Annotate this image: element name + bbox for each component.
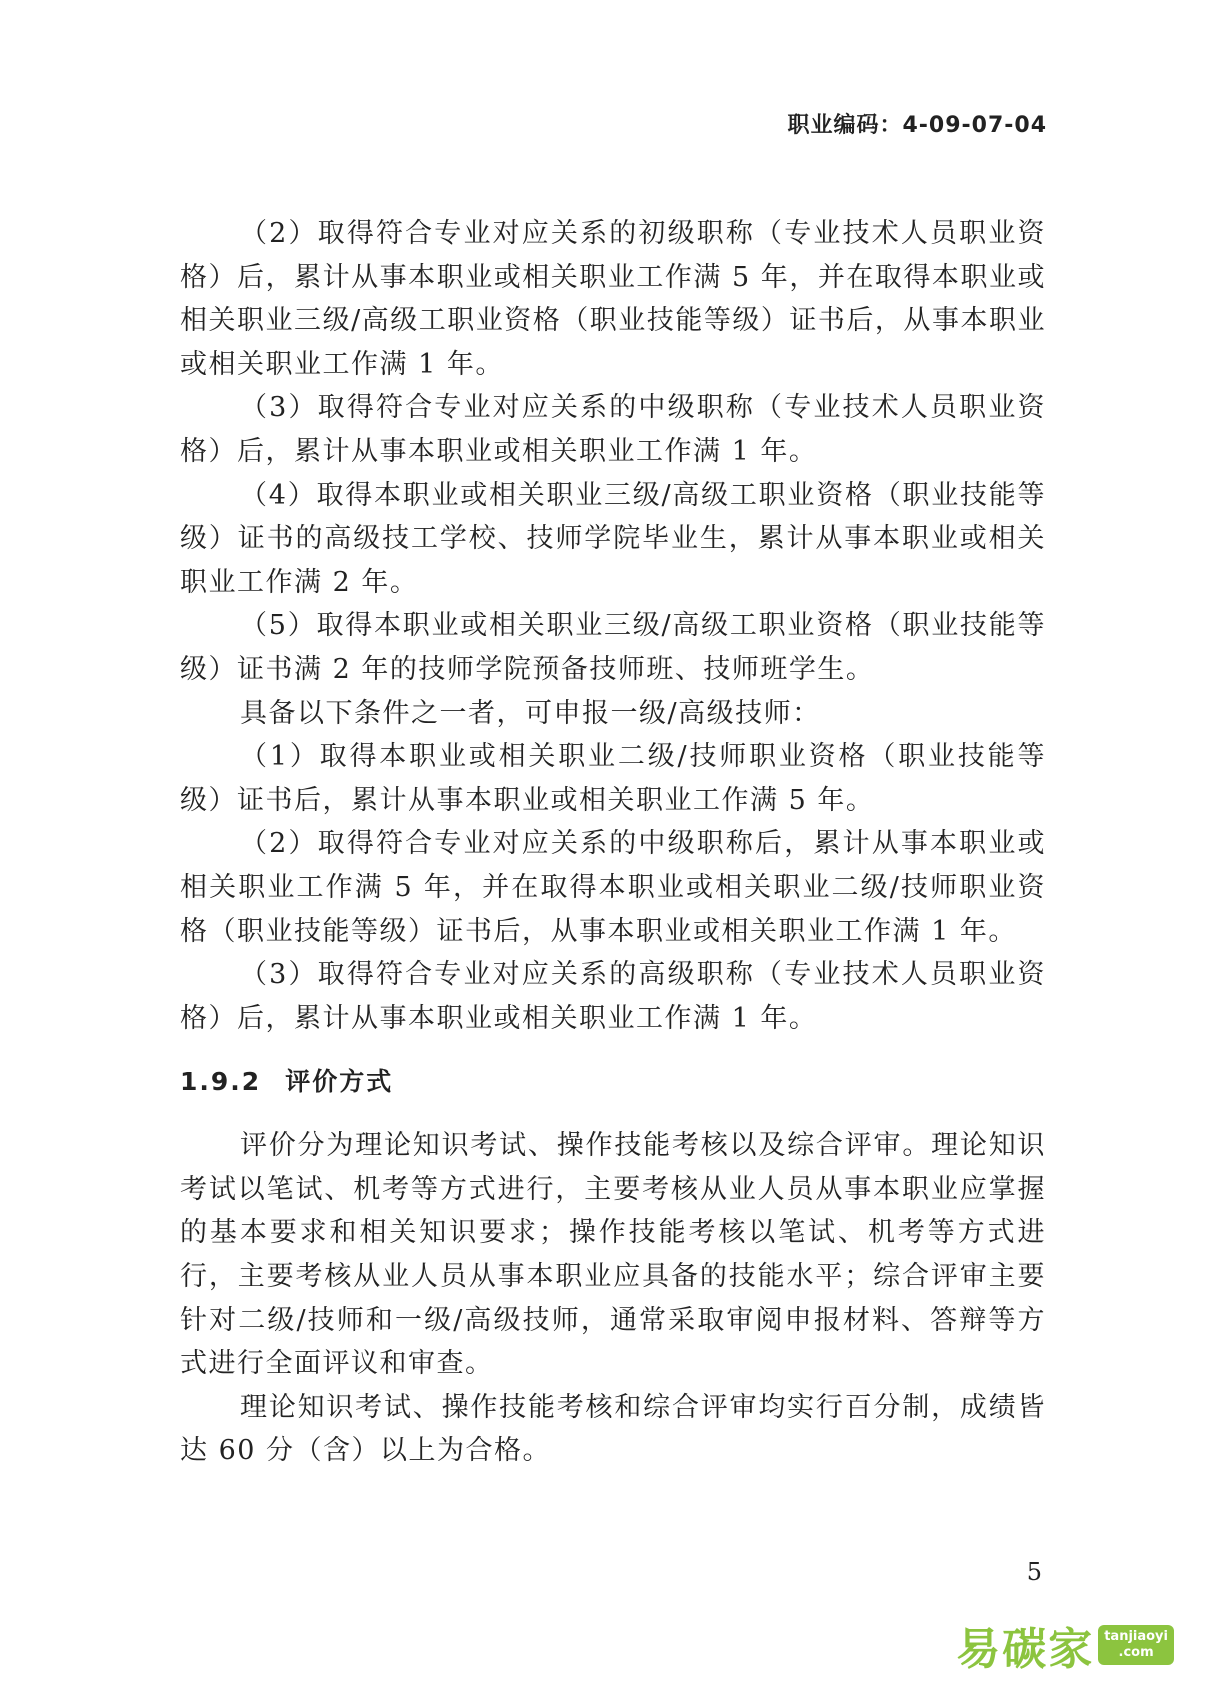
paragraph: （3）取得符合专业对应关系的高级职称（专业技术人员职业资格）后，累计从事本职业或相关职业工作满 1 年。 (180, 959, 1046, 1034)
watermark-badge (1098, 1625, 1174, 1665)
watermark-badge-line1: tanjiaoyi (1104, 1629, 1168, 1644)
document-body (180, 212, 1046, 1473)
page-number: 5 (1026, 1558, 1042, 1586)
paragraph: 评价分为理论知识考试、操作技能考核以及综合评审。理论知识考试以笔试、机考等方式进行，主要考核从业人员从事本职业应掌握的基本要求和相关知识要求；操作技能考核以笔试、机考等方式进行，主要考核从业人员从事本职业应具备的技能水平；综合评审主要针对二级/技师和一级/高级技师，通常采取审阅申报材料、答辩等方式进行全面评议和审查。 (180, 1130, 1046, 1380)
section-heading (180, 1056, 1046, 1108)
watermark-text: 易碳家 (956, 1624, 1095, 1675)
watermark-logo (956, 1613, 1174, 1677)
paragraph: （3）取得符合专业对应关系的中级职称（专业技术人员职业资格）后，累计从事本职业或相关职业工作满 1 年。 (180, 392, 1046, 467)
paragraph: （2）取得符合专业对应关系的初级职称（专业技术人员职业资格）后，累计从事本职业或相关职业工作满 5 年，并在取得本职业或相关职业三级/高级工职业资格（职业技能等级）证书后，从事本职业或相关职业工作满 1 年。 (180, 218, 1046, 380)
paragraph: （1）取得本职业或相关职业二级/技师职业资格（职业技能等级）证书后，累计从事本职业或相关职业工作满 5 年。 (180, 741, 1046, 816)
paragraph: 具备以下条件之一者，可申报一级/高级技师： (240, 697, 821, 729)
section-title: 评价方式 (285, 1067, 394, 1097)
paragraph: 理论知识考试、操作技能考核和综合评审均实行百分制，成绩皆达 60 分（含）以上为合格。 (180, 1391, 1046, 1467)
section-number: 1.9.2 (180, 1067, 262, 1097)
paragraph: （4）取得本职业或相关职业三级/高级工职业资格（职业技能等级）证书的高级技工学校、技师学院毕业生，累计从事本职业或相关职业工作满 2 年。 (180, 479, 1046, 598)
watermark-badge-line2: .com (1118, 1645, 1154, 1660)
paragraph: （2）取得符合专业对应关系的中级职称后，累计从事本职业或相关职业工作满 5 年，并在取得本职业或相关职业二级/技师职业资格（职业技能等级）证书后，从事本职业或相关职业工作满 1 年。 (180, 828, 1046, 947)
paragraph: （5）取得本职业或相关职业三级/高级工职业资格（职业技能等级）证书满 2 年的技师学院预备技师班、技师班学生。 (180, 610, 1046, 685)
occupation-code: 职业编码：4-09-07-04 (787, 113, 1047, 138)
